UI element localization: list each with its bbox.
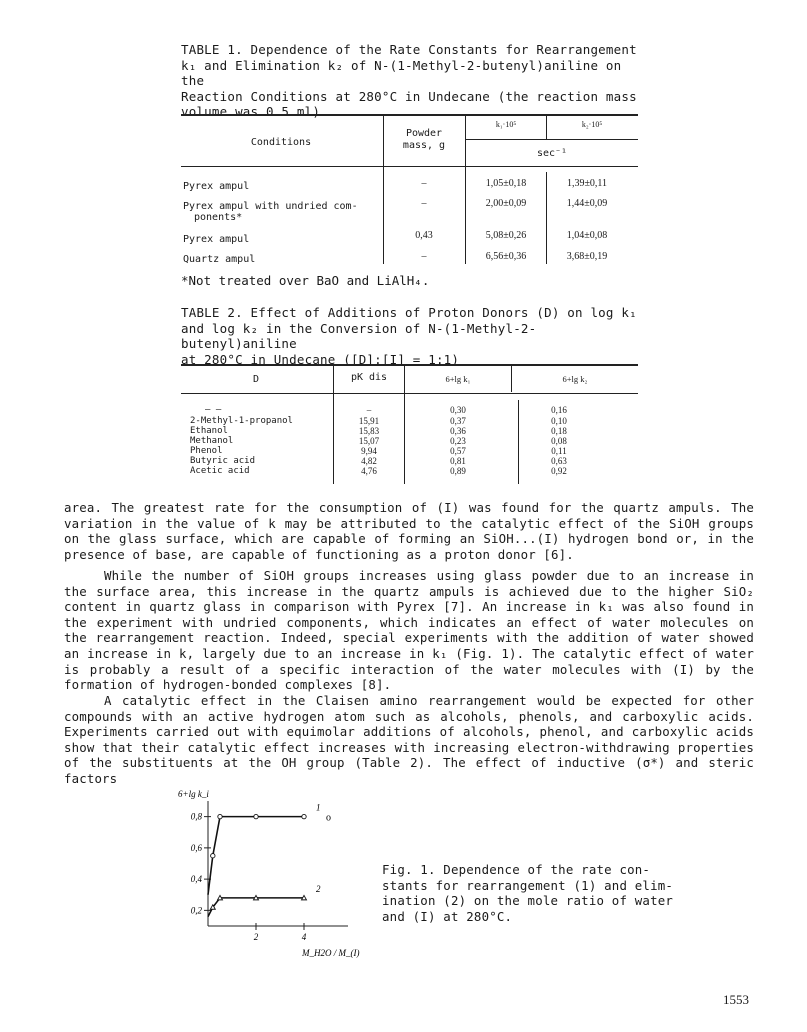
- table1-caption-line: TABLE 1. Dependence of the Rate Constants for Rearrangement: [181, 42, 637, 57]
- table1-header-powder: Powder: [405, 128, 443, 139]
- table2-row-k2: 0,92: [551, 466, 567, 476]
- table1-row-powder: 0,43: [415, 230, 433, 241]
- figure-caption-line: Fig. 1. Dependence of the rate con-: [382, 862, 651, 877]
- table1-col-divider: [465, 116, 466, 264]
- table2-row-k2: 0,16: [551, 405, 567, 415]
- series-1-point: [302, 814, 306, 818]
- figure-caption-line: stants for rearrangement (1) and elim-: [382, 877, 674, 893]
- table2-row-k1: 0,37: [450, 416, 466, 426]
- table2-header-rule: [181, 393, 638, 394]
- chart-marks: [208, 814, 307, 916]
- x-axis-label: M_H2O / M_(I): [302, 948, 360, 958]
- table1-header-conditions: Conditions: [250, 137, 312, 148]
- y-tick-label: 0,2: [190, 905, 202, 916]
- table2-row-pk: 15,91: [358, 416, 380, 426]
- figure-caption-line: ination (2) on the mole ratio of water: [382, 893, 674, 908]
- table1-row-k1: 6,56±0,36: [485, 251, 527, 262]
- series-2-line: [208, 898, 304, 917]
- y-tick-label: 0,6: [190, 842, 202, 853]
- series-1-line: [208, 817, 304, 895]
- x-tick-label: 2: [253, 932, 259, 942]
- table1-row-k2: 1,04±0,08: [566, 230, 608, 241]
- table2-row-k1: 0,89: [450, 466, 466, 476]
- table2-header-k2: 6+lg k₂: [562, 374, 588, 384]
- series-2-point: [218, 895, 223, 900]
- table2-row-k2: 0,10: [551, 416, 567, 426]
- table2-header-k1: 6+lg k₁: [445, 374, 471, 384]
- table2-row-k1: 0,36: [450, 426, 466, 436]
- table2-row-k1: 0,57: [450, 446, 466, 456]
- table1-row-k1: 5,08±0,26: [485, 230, 527, 241]
- table2-row-d: 2-Methyl-1-propanol: [190, 416, 293, 426]
- x-tick-label: 4: [301, 932, 307, 942]
- table2-header-d: D: [252, 374, 260, 385]
- table1-header-powder-unit: mass, g: [402, 140, 446, 151]
- table2-row-k2: 0,63: [551, 456, 567, 466]
- table2-caption-line: and log k₂ in the Conversion of N-(1-Methyl-2-butenyl)aniline: [181, 320, 537, 351]
- table1-row-condition: Pyrex ampul: [183, 234, 250, 245]
- paragraph-3: A catalytic effect in the Claisen amino rearrangement would be expected for other compounds with an active hydrogen atom such as alcohols, phenols, and carboxylic acids. Experiments carried out with equimolar additions of alcohols, phenol, and carboxylic acids show that their catalytic effect increases with increasing electron-withdrawing properties of the substituents at the OH group (Table 2). The effect of inductive (σ*) and steric factors: [64, 693, 754, 786]
- table1-row-k2: 3,68±0,19: [566, 251, 608, 262]
- chart-labels: [178, 789, 360, 958]
- table1-row-powder: –: [421, 251, 427, 262]
- table2-row-d: Phenol: [190, 446, 223, 456]
- table2-row-k2: 0,18: [551, 426, 567, 436]
- table1-subheader-rule: [465, 139, 638, 140]
- series-1-point: [211, 853, 215, 857]
- table2-caption-line: at 280°C in Undecane ([D]:[I] = 1:1): [181, 351, 460, 367]
- table1-top-rule: [181, 114, 638, 116]
- figure-1-chart: [160, 780, 370, 965]
- table1-footnote: *Not treated over BaO and LiAlH₄.: [181, 273, 430, 288]
- table1-row-k1: 2,00±0,09: [485, 198, 527, 209]
- table2-row-pk: 4,76: [361, 466, 377, 476]
- table1-row-powder: –: [421, 178, 427, 189]
- paragraph-2: While the number of SiOH groups increases using glass powder due to an increase in the surface area, this increase in the quartz ampuls is achieved due to the higher SiO₂ content in quartz glass in comparison with Pyrex [7]. An increase in k₁ was also found in the experiment with undried components, which indicates an effect of water molecules on the rearrangement reaction. Indeed, special experiments with the addition of water showed an increase in k, largely due to an increase in k₁ (Fig. 1). The catalytic effect of water is probably a result of a specific interaction of the water molecules with (I) by the formation of hydrogen-bonded complexes [8].: [64, 568, 754, 693]
- table1-row-condition: Pyrex ampul with undried com-: [183, 201, 358, 212]
- series-2-point: [254, 895, 259, 900]
- table2-caption-line: TABLE 2. Effect of Additions of Proton Donors (D) on log k₁: [181, 305, 637, 320]
- table1-header-k2: k₂·10⁵: [581, 120, 603, 129]
- table1-row-condition: Quartz ampul: [183, 254, 256, 265]
- table1-row-k1: 1,05±0,18: [485, 178, 527, 189]
- figure-caption-line: and (I) at 280°C.: [382, 908, 513, 924]
- table2-row-k1: 0,81: [450, 456, 466, 466]
- table1-header-rule: [181, 166, 638, 167]
- table1-caption-line: Reaction Conditions at 280°C in Undecane (the reaction mass: [181, 88, 637, 104]
- table2-row-k1: 0,23: [450, 436, 466, 446]
- table2-row-d: – –: [205, 405, 222, 415]
- series-2-point: [302, 895, 307, 900]
- paragraph-1: area. The greatest rate for the consumption of (I) was found for the quartz ampuls. The variation in the value of k may be attributed to the catalytic effect of the SiOH groups on the glass surface, which are capable of forming an SiOH...(I) hydrogen bond or, in the presence of base, are capable of functioning as a proton donor [6].: [64, 500, 754, 562]
- table1-row-condition-cont: ponents*: [194, 212, 243, 223]
- table2-row-d: Butyric acid: [190, 456, 256, 466]
- table2-row-pk: 15,83: [358, 426, 380, 436]
- table1-row-powder: –: [421, 198, 427, 209]
- table2-row-d: Ethanol: [190, 426, 228, 436]
- table2-row-k2: 0,11: [551, 446, 567, 456]
- y-axis-label: 6+lg k_i: [178, 789, 209, 799]
- table2-row-pk: 4,82: [361, 456, 377, 466]
- table1-header-k1: k₁·10⁵: [495, 120, 517, 129]
- table2-row-pk: –: [366, 405, 372, 415]
- table2-row-k2: 0,08: [551, 436, 567, 446]
- series-label: 2: [316, 883, 321, 894]
- table2-row-d: Methanol: [190, 436, 234, 446]
- table1-caption-line: k₁ and Elimination k₂ of N-(1-Methyl-2-butenyl)aniline on the: [181, 57, 622, 88]
- table2-header-pk: pK dis: [350, 372, 388, 383]
- figure-1-caption: [382, 862, 682, 924]
- table1-caption: [181, 42, 651, 120]
- table2-row-pk: 9,94: [361, 446, 377, 456]
- table2-row-k1: 0,30: [450, 405, 466, 415]
- series-1-point: [254, 814, 258, 818]
- table1-row-k2: 1,39±0,11: [566, 178, 608, 189]
- point-marker-label: o: [326, 812, 331, 824]
- y-tick-label: 0,8: [190, 811, 202, 822]
- table2-top-rule: [181, 364, 638, 366]
- table2-caption: [181, 305, 651, 367]
- series-1-point: [218, 814, 222, 818]
- series-label: 1: [316, 802, 321, 813]
- table1-row-condition: Pyrex ampul: [183, 181, 250, 192]
- table1-caption-line: volume was 0.5 ml): [181, 104, 321, 119]
- y-tick-label: 0,4: [190, 874, 202, 885]
- table2-row-pk: 15,07: [358, 436, 380, 446]
- table2-row-d: Acetic acid: [190, 466, 250, 476]
- page-number: 1553: [723, 992, 749, 1007]
- table1-row-k2: 1,44±0,09: [566, 198, 608, 209]
- table1-header-unit: sec⁻¹: [536, 148, 568, 159]
